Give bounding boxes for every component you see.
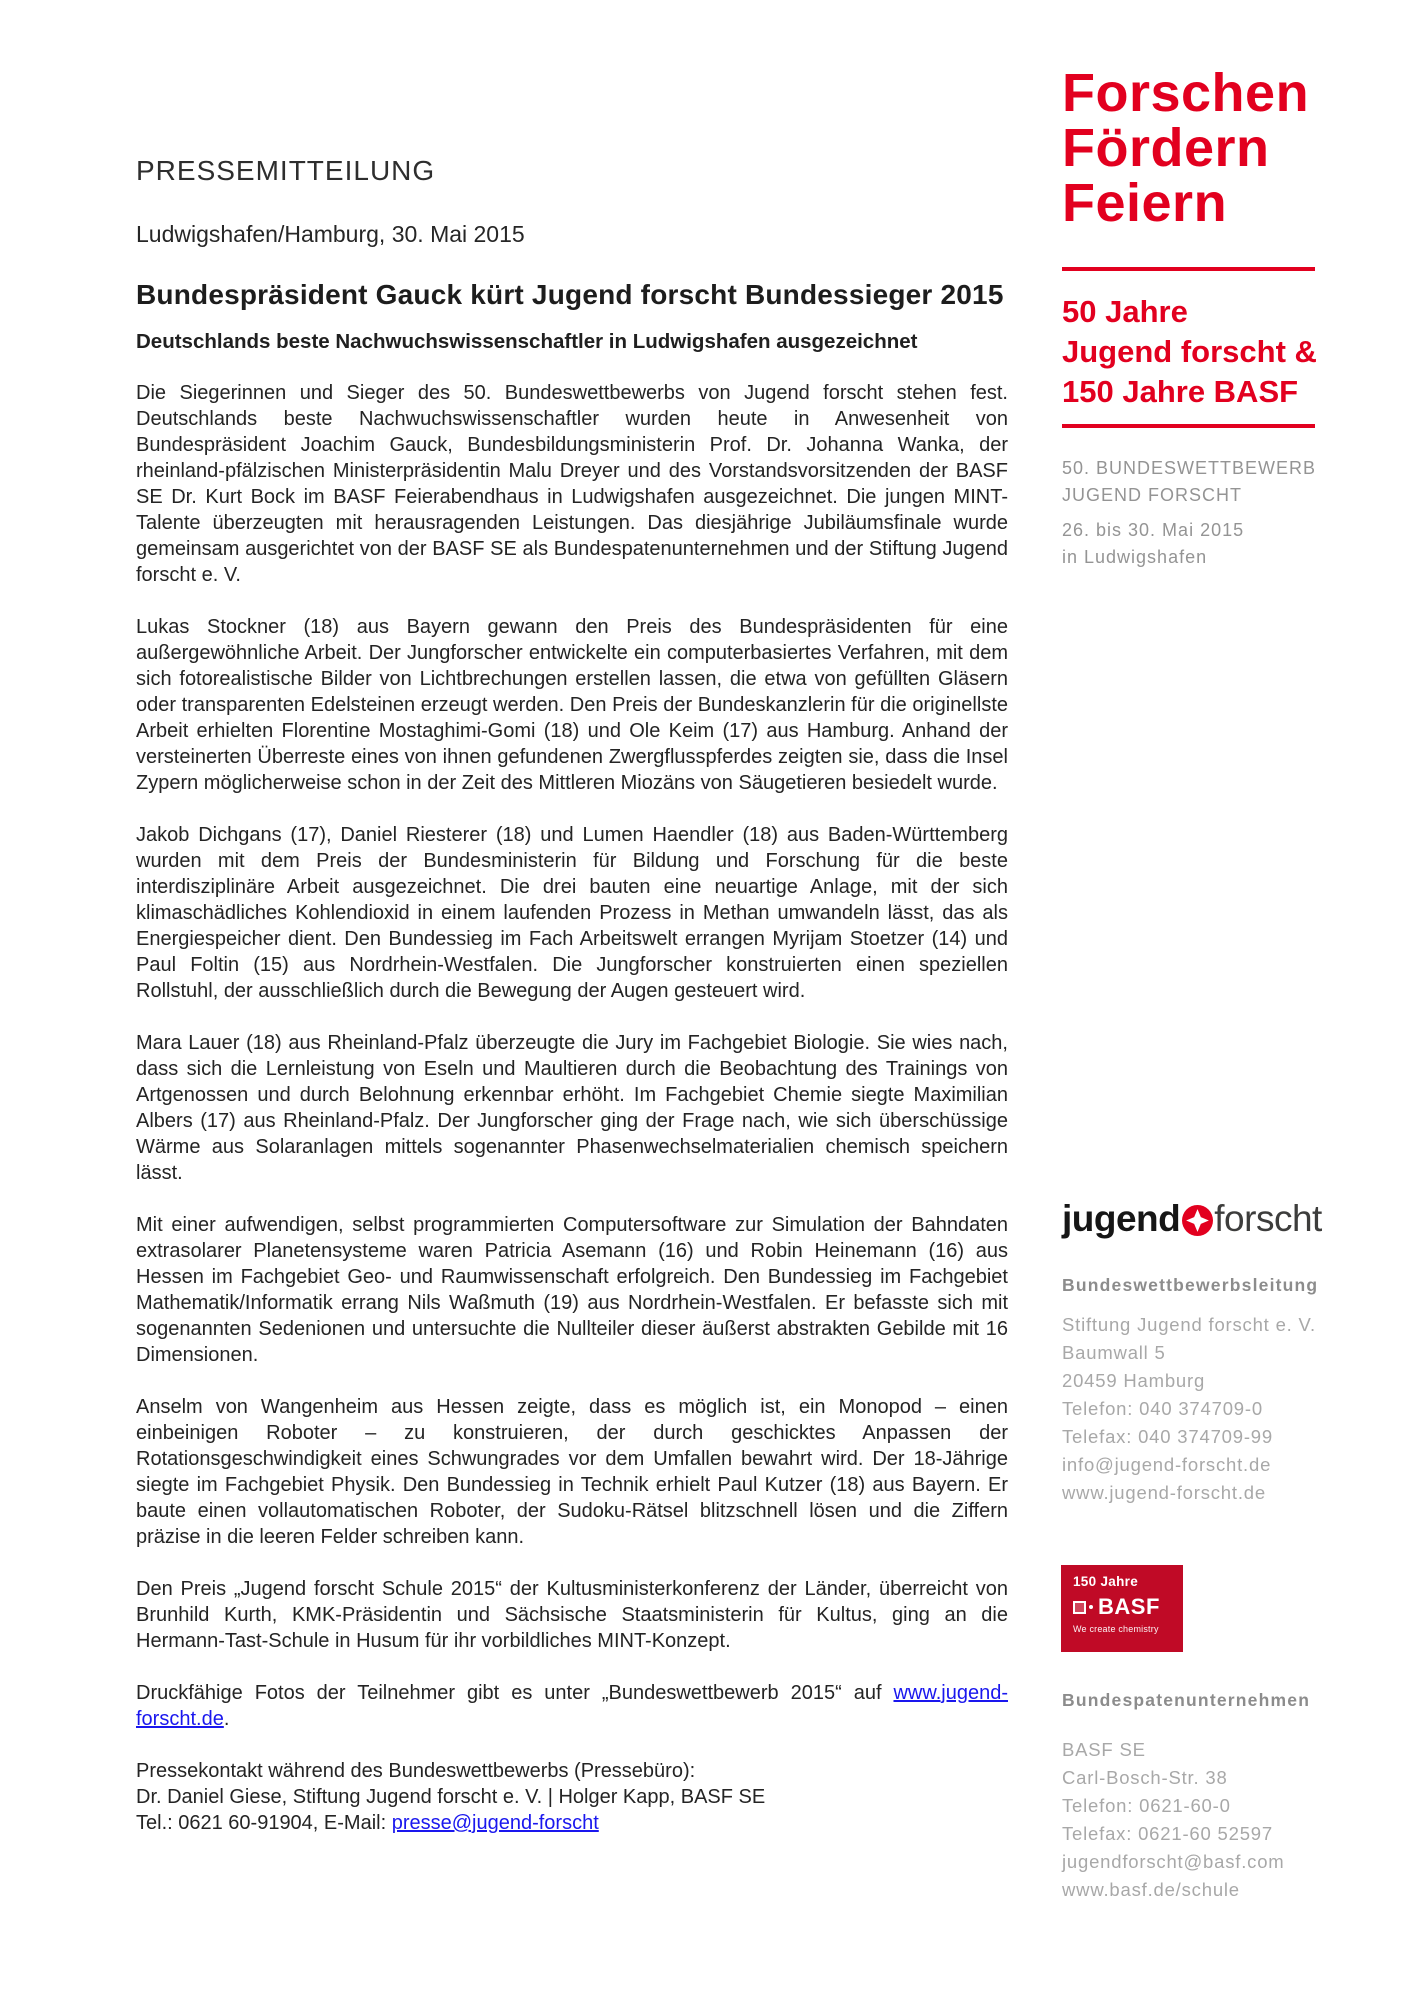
anniversary-line-3: 150 Jahre BASF bbox=[1062, 374, 1299, 409]
press-contact-line-3 bbox=[136, 1810, 1008, 1836]
event-date-block bbox=[1062, 517, 1362, 571]
basf-badge-brand: BASF bbox=[1098, 1594, 1160, 1619]
campaign-line-feiern: Feiern bbox=[1062, 173, 1228, 233]
lead-phone: Telefon: 040 374709-0 bbox=[1062, 1398, 1263, 1419]
campaign-line-foerdern: Fördern bbox=[1062, 118, 1270, 178]
anniversary-line-2: Jugend forscht & bbox=[1062, 334, 1317, 369]
lead-street: Baumwall 5 bbox=[1062, 1342, 1166, 1363]
lead-heading: Bundeswettbewerbsleitung bbox=[1062, 1275, 1319, 1295]
red-divider-bottom bbox=[1062, 424, 1315, 428]
lead-email: info@jugend-forscht.de bbox=[1062, 1454, 1272, 1475]
jugend-forscht-logo bbox=[1062, 1198, 1362, 1240]
photos-note-text: Druckfähige Fotos der Teilnehmer gibt es unter „Bundeswettbewerb 2015“ auf bbox=[136, 1682, 894, 1704]
patron-website: www.basf.de/schule bbox=[1062, 1879, 1240, 1900]
press-release-kicker: PRESSEMITTEILUNG bbox=[136, 155, 436, 186]
lead-org: Stiftung Jugend forscht e. V. bbox=[1062, 1314, 1316, 1335]
patron-phone: Telefon: 0621-60-0 bbox=[1062, 1795, 1231, 1816]
patron-org: BASF SE bbox=[1062, 1739, 1146, 1760]
press-contact-phone: Tel.: 0621 60-91904, E-Mail: bbox=[136, 1812, 392, 1834]
press-email-link[interactable]: presse@jugend-forscht bbox=[391, 1812, 599, 1834]
paragraph-physik-technik: Anselm von Wangenheim aus Hessen zeigte, dass es möglich ist, ein Monopod – einen einbeinigen Roboter – zu konstruieren, der durch geschicktes Anpassen der Rotationsgeschwindigkeit eines Schwungrades vor dem Umfallen bewahrt wird. Der 18-Jährige siegte im Fachgebiet Physik. Den Bundessieg in Technik erhielt Paul Kutzer (18) aus Bayern. Er baute einen vollautomatischen Roboter, der Sudoku-Rätsel blitzschnell lösen und die Ziffern präzise in die leeren Felder schreiben kann. bbox=[136, 1396, 1008, 1548]
basf-150-jahre-badge bbox=[1061, 1565, 1183, 1652]
event-date-line-1: 26. bis 30. Mai 2015 bbox=[1062, 520, 1245, 540]
patron-address-block bbox=[1062, 1736, 1362, 1904]
patron-email: jugendforscht@basf.com bbox=[1062, 1851, 1285, 1872]
campaign-slogan bbox=[1062, 63, 1362, 233]
patron-fax: Telefax: 0621-60 52597 bbox=[1062, 1823, 1273, 1844]
lead-website: www.jugend-forscht.de bbox=[1062, 1482, 1266, 1503]
subheadline: Deutschlands beste Nachwuchswissenschaftler in Ludwigshafen ausgezeichnet bbox=[136, 330, 918, 353]
paragraph-schulpreis: Den Preis „Jugend forscht Schule 2015“ der Kultusministerkonferenz der Länder, überreicht von Brunhild Kurth, KMK-Präsidentin und Sächsische Staatsministerin für Kultus, ging an die Hermann-Tast-Schule in Husum für ihr vorbildliches MINT-Konzept. bbox=[136, 1578, 1008, 1652]
paragraph-winners-overview: Die Siegerinnen und Sieger des 50. Bundeswettbewerbs von Jugend forscht stehen fest. Deutschlands beste Nachwuchswissenschaftler wurden heute in Anwesenheit von Bundespräsident Joachim Gauck, Bundesbildungsministerin Prof. Dr. Johanna Wanka, der rheinland-pfälzischen Ministerpräsidentin Malu Dreyer und des Vorstandsvorsitzenden der BASF SE Dr. Kurt Bock im BASF Feierabendhaus in Ludwigshafen ausgezeichnet. Die jungen MINT-Talente überzeugten mit herausragenden Leistungen. Das diesjährige Jubiläumsfinale wurde gemeinsam ausgerichtet von der BASF SE als Bundespatenunternehmen und der Stiftung Jugend forscht e. V. bbox=[136, 382, 1008, 586]
paragraph-bundespraesident-preis: Lukas Stockner (18) aus Bayern gewann den Preis des Bundespräsidenten für eine außergewöhnliche Arbeit. Der Jungforscher entwickelte ein computerbasiertes Verfahren, mit dem sich fotorealistische Bilder von Lichtbrechungen erstellen lassen, die etwa von gefüllten Gläsern oder transparenten Edelsteinen erzeugt werden. Den Preis der Bundeskanzlerin für die originellste Arbeit erhielten Florentine Mostaghimi-Gomi (18) und Ole Keim (17) aus Hamburg. Anhand der versteinerten Überreste eines von ihnen gefundenen Zwergflusspferdes zeigten sie, dass die Insel Zypern möglicherweise schon in der Zeit des Mittleren Miozäns von Säugetieren besiedelt wurde. bbox=[136, 616, 1008, 794]
main-text-column bbox=[136, 155, 1008, 1836]
paragraph-bundesministerin-preis: Jakob Dichgans (17), Daniel Riesterer (18) und Lumen Haendler (18) aus Baden-Württemberg wurden mit dem Preis der Bundesministerin für Bildung und Forschung für die beste interdisziplinäre Arbeit ausgezeichnet. Die drei bauten eine neuartige Anlage, mit der sich klimaschädliches Kohlendioxid in einem laufenden Prozess in Methan umwandeln lässt, das als Energiespeicher dient. Den Bundessieg im Fach Arbeitswelt errangen Myrijam Stoetzer (14) und Paul Foltin (15) aus Nordrhein-Westfalen. Die Jungforscher konstruierten einen speziellen Rollstuhl, der ausschließlich durch die Bewegung der Augen gesteuert wird. bbox=[136, 824, 1008, 1002]
campaign-line-forschen: Forschen bbox=[1062, 63, 1310, 123]
press-contact-line-2: Dr. Daniel Giese, Stiftung Jugend forscht e. V. | Holger Kapp, BASF SE bbox=[136, 1786, 766, 1808]
jugend-forscht-logo-word-forscht: forscht bbox=[1214, 1198, 1322, 1239]
dateline: Ludwigshafen/Hamburg, 30. Mai 2015 bbox=[136, 221, 525, 247]
photos-note-suffix: . bbox=[223, 1708, 230, 1730]
patron-street: Carl-Bosch-Str. 38 bbox=[1062, 1767, 1228, 1788]
event-title-line-2: JUGEND FORSCHT bbox=[1062, 485, 1242, 505]
headline: Bundespräsident Gauck kürt Jugend forscht Bundessieger 2015 bbox=[136, 279, 1004, 310]
red-divider-top bbox=[1062, 267, 1315, 271]
jugend-forscht-website-link[interactable]: www.jugend-forscht.de bbox=[136, 1682, 1008, 1730]
event-title-block bbox=[1062, 455, 1362, 509]
patron-heading: Bundespatenunternehmen bbox=[1062, 1690, 1311, 1710]
basf-badge-logo-row bbox=[1073, 1596, 1173, 1618]
event-date-line-2: in Ludwigshafen bbox=[1062, 547, 1208, 567]
lead-address-block bbox=[1062, 1311, 1362, 1507]
anniversary-line-1: 50 Jahre bbox=[1062, 294, 1188, 329]
lead-city: 20459 Hamburg bbox=[1062, 1370, 1206, 1391]
paragraph-biologie-chemie: Mara Lauer (18) aus Rheinland-Pfalz überzeugte die Jury im Fachgebiet Biologie. Sie wies nach, dass sich die Lernleistung von Eseln und Maultieren durch die Beobachtung des Trainings von Artgenossen und durch Belohnung erkennbar erhöht. Im Fachgebiet Chemie siegte Maximilian Albers (17) aus Rheinland-Pfalz. Der Jungforscher ging der Frage nach, wie sich überschüssige Wärme aus Solaranlagen mittels sogenannter Phasenwechselmaterialien chemisch speichern lässt. bbox=[136, 1032, 1008, 1184]
jugend-forscht-logo-word-jugend: jugend bbox=[1062, 1198, 1181, 1239]
event-title-line-1: 50. BUNDESWETTBEWERB bbox=[1062, 458, 1317, 478]
photos-note-paragraph bbox=[136, 1680, 1008, 1732]
paragraph-geo-mathematik: Mit einer aufwendigen, selbst programmierten Computersoftware zur Simulation der Bahndaten extrasolarer Planetensysteme waren Patricia Asemann (16) und Robin Heinemann (16) aus Hessen im Fachgebiet Geo- und Raumwissenschaft erfolgreich. Den Bundessieg im Fachgebiet Mathematik/Informatik errang Nils Waßmuth (19) aus Nordrhein-Westfalen. Er befasste sich mit sogenannten Sedenionen und untersuchte die Nullteiler dieser äußerst abstrakten Gebilde mit 16 Dimensionen. bbox=[136, 1214, 1008, 1366]
anniversary-block bbox=[1062, 292, 1362, 412]
basf-badge-150-jahre: 150 Jahre bbox=[1073, 1574, 1138, 1589]
basf-badge-tagline: We create chemistry bbox=[1073, 1624, 1159, 1634]
press-contact-block bbox=[136, 1758, 1008, 1836]
press-contact-line-1: Pressekontakt während des Bundeswettbewerbs (Pressebüro): bbox=[136, 1760, 696, 1782]
lead-fax: Telefax: 040 374709-99 bbox=[1062, 1426, 1273, 1447]
jugend-forscht-star-icon bbox=[1182, 1205, 1213, 1236]
basf-logo-icon bbox=[1073, 1601, 1093, 1614]
